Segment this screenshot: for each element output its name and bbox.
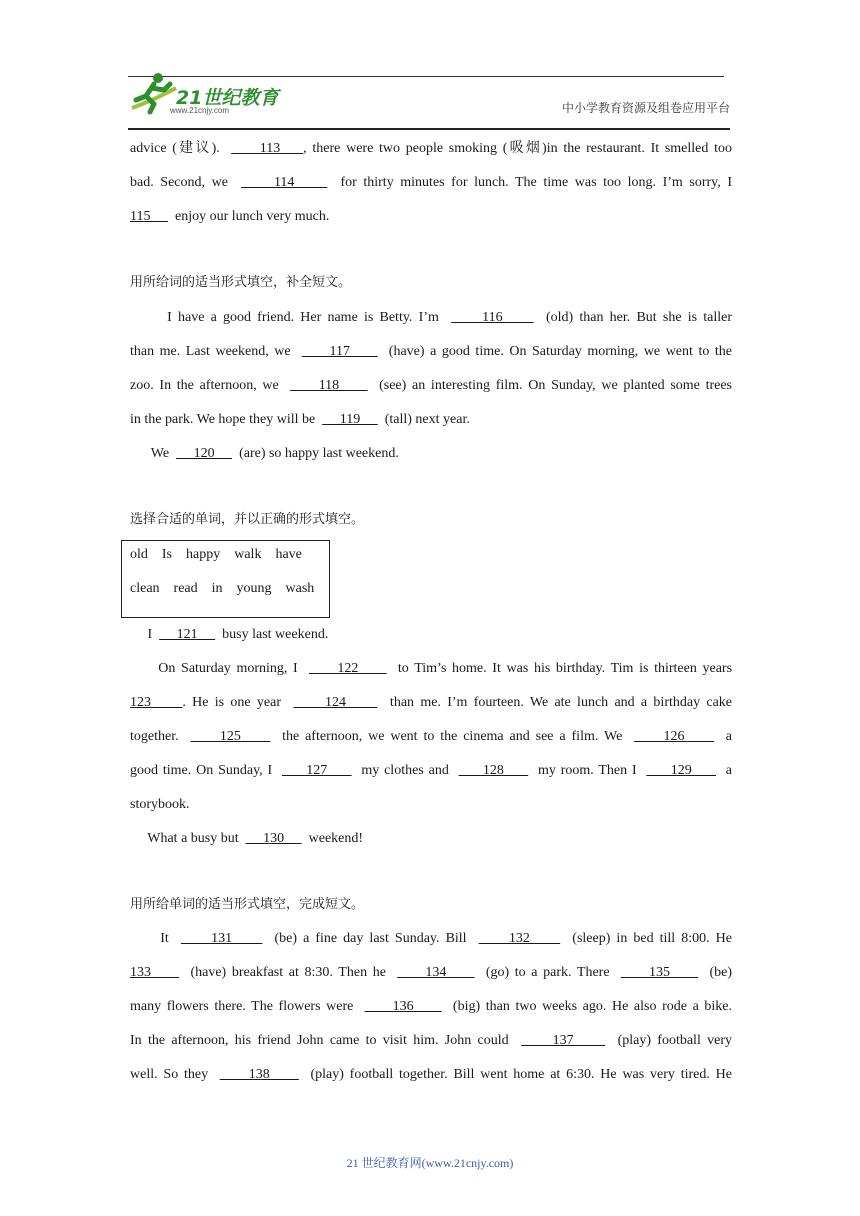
section-title-3: 用所给单词的适当形式填空，完成短文。 [130, 897, 365, 912]
passage-continued [130, 132, 732, 234]
passage-text: (go) to a park. There [474, 965, 621, 980]
header-rule-bottom [128, 128, 730, 130]
answer-blank: 137 [521, 1033, 606, 1048]
answer-blank: 136 [364, 999, 442, 1014]
word-bank-word: wash [285, 581, 315, 596]
passage-text: busy last weekend. [215, 627, 329, 642]
passage-text: than me. Last weekend, we [130, 344, 302, 359]
passage-text: good time. On Sunday, I [130, 763, 282, 778]
passage-text: my clothes and [351, 763, 459, 778]
passage-line [130, 754, 732, 788]
passage-text: for thirty minutes for lunch. The time was too long. I’m sorry, I [327, 175, 732, 190]
answer-blank: 131 [180, 931, 263, 946]
answer-blank: 115 [130, 209, 168, 224]
passage-text: (be) [698, 965, 732, 980]
word-bank-row-2 [130, 581, 328, 597]
brand-name: 21世纪教育 [176, 87, 279, 109]
passage-line [130, 788, 732, 822]
passage-line [130, 956, 732, 990]
answer-blank: 118 [290, 378, 368, 393]
passage-text: than me. I’m fourteen. We ate lunch and a birthday cake [377, 695, 733, 710]
passage-text: my room. Then I [528, 763, 647, 778]
passage-line [130, 686, 732, 720]
passage-text: to Tim’s home. It was his birthday. Tim is thirteen years [386, 661, 733, 676]
brand-url: www.21cnjy.com [170, 106, 229, 115]
word-bank-word: Is [161, 547, 173, 562]
passage-line [130, 369, 732, 403]
passage-text: advice (建议). [130, 141, 232, 156]
header-platform-text: 中小学教育资源及组卷应用平台 [561, 101, 730, 115]
passage-text: (see) an interesting film. On Sunday, we planted some trees [367, 378, 732, 393]
passage-line [130, 301, 732, 335]
section-title-1: 用所给词的适当形式填空，补全短文。 [130, 275, 352, 290]
passage-text: together. [130, 729, 191, 744]
passage-text: In the afternoon, his friend John came to visit him. John could [130, 1033, 522, 1048]
answer-blank: 127 [281, 763, 352, 778]
word-bank-word: walk [234, 547, 262, 562]
passage-text: weekend! [301, 831, 364, 846]
passage-text: (be) a fine day last Sunday. Bill [262, 931, 479, 946]
passage-text: (are) so happy last weekend. [232, 446, 399, 461]
passage-text: (tall) next year. [377, 412, 470, 427]
passage-text: (big) than two weeks ago. He also rode a bike. [441, 999, 733, 1014]
answer-blank: 125 [190, 729, 271, 744]
passage-text: the afternoon, we went to the cinema and see a film. We [270, 729, 635, 744]
section-title-2: 选择合适的单词，并以正确的形式填空。 [130, 512, 365, 527]
passage-text: well. So they [130, 1067, 220, 1082]
passage-line [130, 335, 732, 369]
answer-blank: 129 [646, 763, 717, 778]
passage-text: a [716, 763, 733, 778]
answer-blank: 130 [245, 831, 302, 846]
passage-text: many flowers there. The flowers were [130, 999, 365, 1014]
passage-text: I have a good friend. Her name is Betty. I’m [130, 310, 452, 325]
passage-line [130, 990, 732, 1024]
passage-line [130, 403, 732, 437]
answer-blank: 122 [309, 661, 387, 676]
passage-text: storybook. [130, 797, 190, 812]
passage-bill-sunday [130, 922, 732, 1092]
answer-blank: 116 [451, 310, 534, 325]
passage-text: . He is one year [182, 695, 294, 710]
passage-text: (have) a good time. On Saturday morning, we went to the [377, 344, 733, 359]
passage-line [130, 132, 732, 166]
answer-blank: 126 [634, 729, 714, 744]
word-bank-word: happy [186, 547, 221, 562]
passage-text: (play) football very [605, 1033, 732, 1048]
answer-blank: 121 [159, 627, 216, 642]
answer-blank: 117 [301, 344, 378, 359]
word-bank-row-1 [130, 547, 316, 563]
passage-text: a [714, 729, 732, 744]
passage-text: bad. Second, we [130, 175, 242, 190]
passage-line [130, 720, 732, 754]
passage-text: enjoy our lunch very much. [167, 209, 330, 224]
passage-text: (old) than her. But she is taller [533, 310, 733, 325]
passage-text: in the park. We hope they will be [130, 412, 323, 427]
word-bank-word: have [275, 547, 302, 562]
passage-line [130, 822, 732, 856]
passage-betty [130, 301, 732, 471]
answer-blank: 113 [231, 141, 304, 156]
passage-line [130, 922, 732, 956]
passage-text: (sleep) in bed till 8:00. He [560, 931, 733, 946]
passage-line [130, 166, 732, 200]
passage-text: I [130, 627, 160, 642]
answer-blank: 114 [241, 175, 328, 190]
passage-line [130, 437, 732, 471]
answer-blank: 132 [478, 931, 561, 946]
footer-site-text: 21 世纪教育网(www.21cnjy.com) [346, 1156, 514, 1170]
passage-text: zoo. In the afternoon, we [130, 378, 291, 393]
passage-line [130, 200, 732, 234]
passage-text: We [130, 446, 177, 461]
word-bank-word: clean [130, 581, 160, 596]
passage-line [130, 618, 732, 652]
passage-text: What a busy but [130, 831, 246, 846]
passage-line [130, 652, 732, 686]
passage-line [130, 1058, 732, 1092]
answer-blank: 119 [322, 412, 378, 427]
answer-blank: 123 [130, 695, 183, 710]
passage-busy-weekend [130, 618, 732, 856]
passage-text: It [130, 931, 181, 946]
answer-blank: 133 [130, 965, 180, 980]
passage-text: On Saturday morning, I [130, 661, 310, 676]
word-bank-word: in [211, 581, 223, 596]
answer-blank: 128 [458, 763, 529, 778]
word-bank-word: old [130, 547, 148, 562]
passage-text: (play) football together. Bill went home at 6:30. He was very tired. He [298, 1067, 732, 1082]
answer-blank: 135 [620, 965, 699, 980]
passage-text: , there were two people smoking (吸烟)in the restaurant. It smelled too [303, 141, 732, 156]
word-bank-box [121, 540, 330, 618]
passage-text: (have) breakfast at 8:30. Then he [179, 965, 398, 980]
answer-blank: 124 [293, 695, 378, 710]
passage-line [130, 1024, 732, 1058]
answer-blank: 120 [176, 446, 233, 461]
word-bank-word: read [173, 581, 198, 596]
answer-blank: 134 [397, 965, 475, 980]
word-bank-word: young [236, 581, 272, 596]
answer-blank: 138 [219, 1067, 299, 1082]
